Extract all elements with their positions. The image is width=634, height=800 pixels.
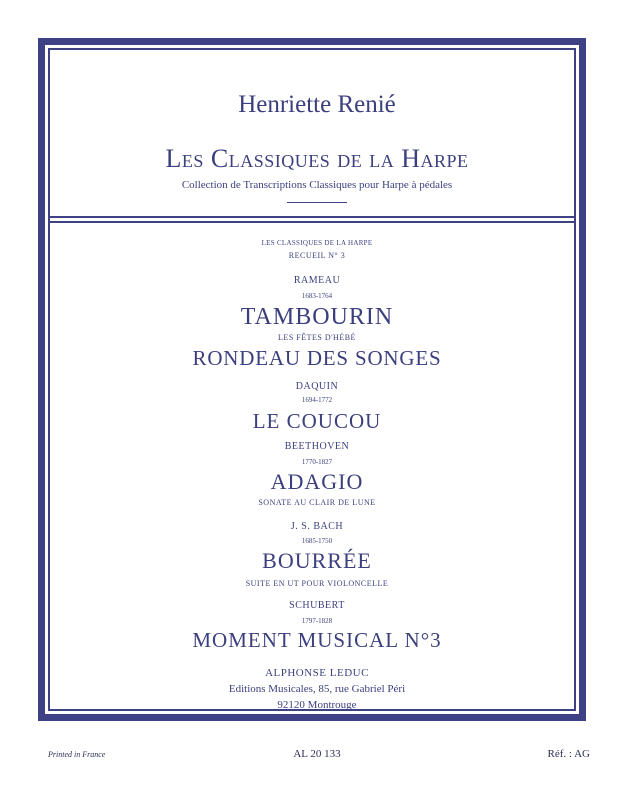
piece-composer: SCHUBERT [289,600,345,611]
piece-composer: RAMEAU [293,275,341,286]
piece-title: BOURRÉE [262,548,372,573]
piece-composer: DAQUIN [295,381,339,392]
piece-dates: 1797-1828 [301,617,333,625]
piece-dates: 1685-1750 [301,537,333,545]
piece-title: MOMENT MUSICAL N°3 [192,628,442,652]
series-small-title: LES CLASSIQUES DE LA HARPE [261,239,373,247]
piece-title: ADAGIO [270,469,364,494]
publisher-name: ALPHONSE LEDUC [265,667,369,679]
reference-code: Réf. : AG [547,748,590,760]
piece-dates: 1694-1772 [301,396,333,404]
volume-number: RECUEIL N° 3 [288,251,346,260]
publisher-city: 92120 Montrouge [277,699,357,711]
piece-dates: 1770-1827 [301,458,333,466]
piece-composer: J. S. BACH [290,521,344,532]
piece-title: RONDEAU DES SONGES [192,346,442,370]
section-divider [48,216,576,223]
header-rule [287,202,347,203]
piece-subtitle: LES FÊTES D'HÉBÉ [278,333,356,342]
series-subtitle: Collection de Transcriptions Classiques pour Harpe à pédales [181,179,453,191]
piece-title: LE COUCOU [252,409,382,433]
series-title: Les Classiques de la Harpe [165,144,469,173]
piece-dates: 1683-1764 [301,292,333,300]
piece-subtitle: SONATE AU CLAIR DE LUNE [258,498,376,507]
piece-title: TAMBOURIN [240,304,394,330]
piece-subtitle: SUITE EN UT POUR VIOLONCELLE [245,579,389,588]
composer-name: Henriette Renié [238,91,396,118]
printed-in-france: Printed in France [48,750,106,759]
piece-composer: BEETHOVEN [284,441,350,452]
publisher-address: Editions Musicales, 85, rue Gabriel Péri [228,683,406,695]
catalog-number: AL 20 133 [293,748,341,760]
